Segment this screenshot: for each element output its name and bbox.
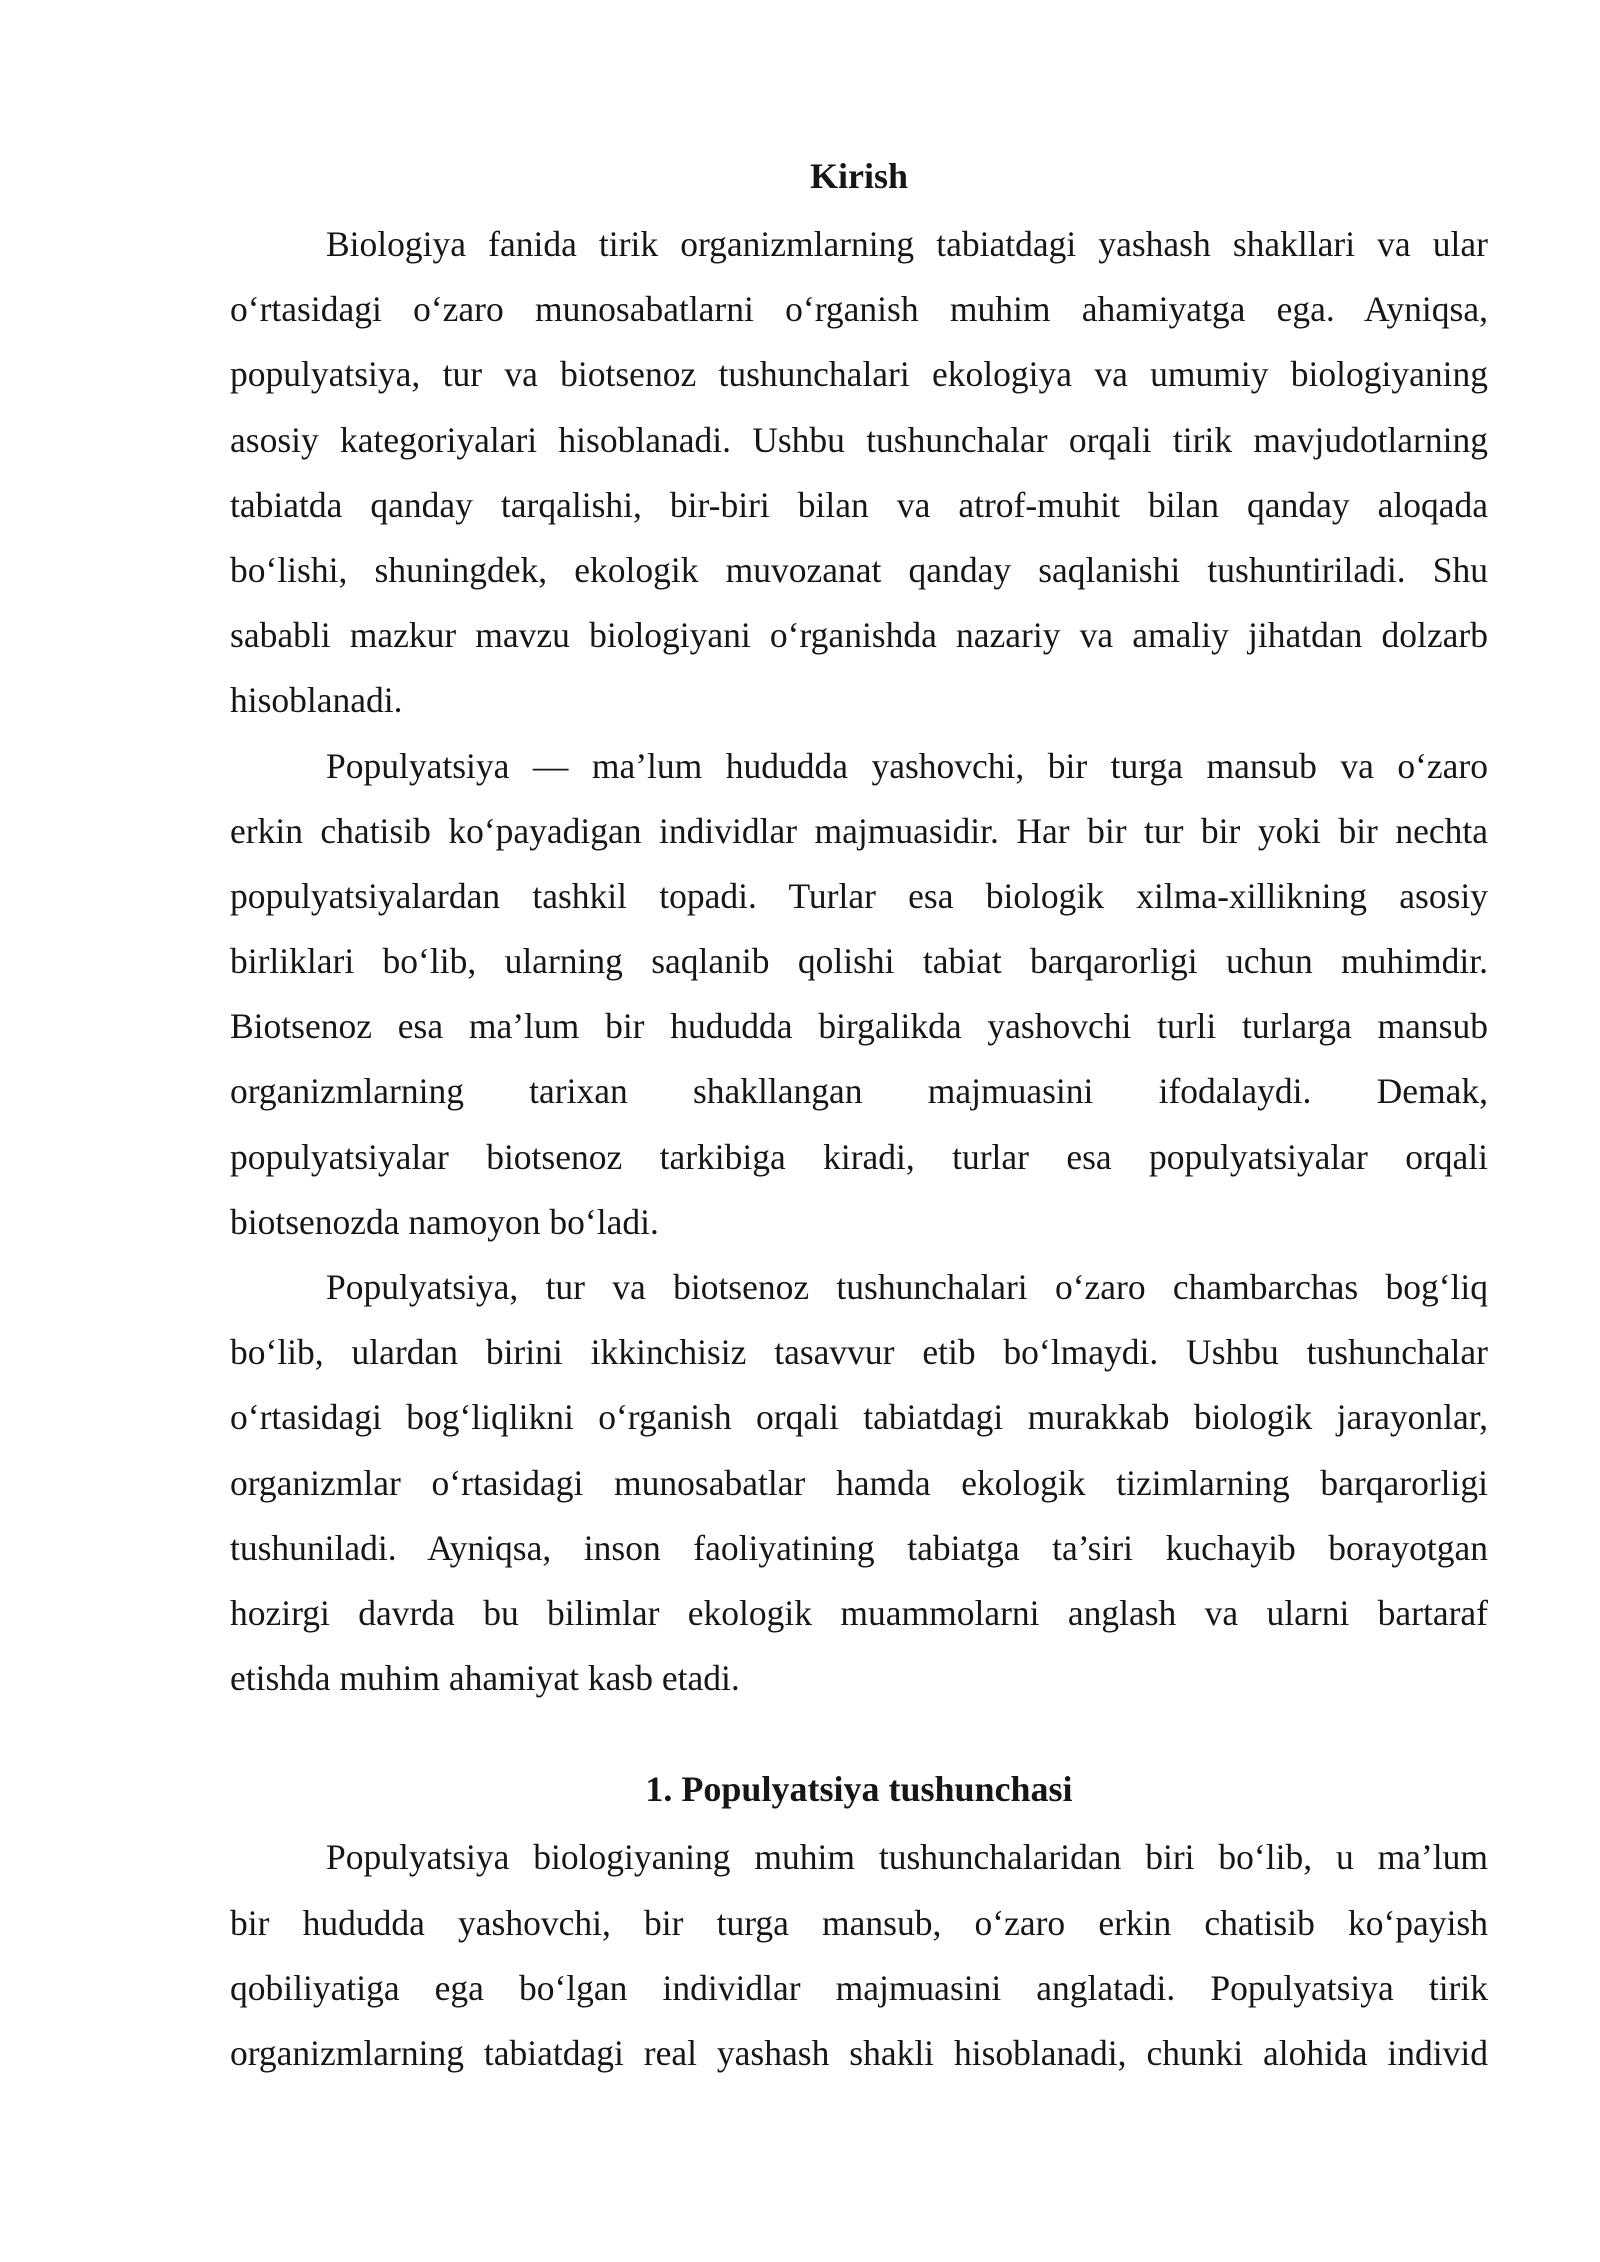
paragraph-line: organizmlarning tarixan shakllangan majmuasini ifodalaydi. Demak, [230, 1071, 1488, 1112]
section-1-paragraph [230, 1825, 1488, 2086]
paragraph-line: bo‘lib, ulardan birini ikkinchisiz tasavvur etib bo‘lmaydi. Ushbu tushunchalar [230, 1332, 1488, 1373]
paragraph-line: organizmlar o‘rtasidagi munosabatlar hamda ekologik tizimlarning barqarorligi [230, 1462, 1488, 1503]
paragraph-line: tabiatda qanday tarqalishi, bir-biri bilan va atrof-muhit bilan qanday aloqada [230, 484, 1488, 525]
paragraph-line: asosiy kategoriyalari hisoblanadi. Ushbu tushunchalar orqali tirik mavjudotlarning [230, 419, 1488, 460]
page-content [230, 148, 1488, 2086]
intro-paragraph-1 [230, 212, 1488, 734]
paragraph-line: qobiliyatiga ega bo‘lgan individlar majmuasini anglatadi. Populyatsiya tirik [230, 1967, 1488, 2008]
paragraph-line: Biologiya fanida tirik organizmlarning tabiatdagi yashash shakllari va ular [326, 224, 1488, 264]
paragraph-line: o‘rtasidagi o‘zaro munosabatlarni o‘rganish muhim ahamiyatga ega. Ayniqsa, [230, 289, 1488, 330]
intro-paragraph-3 [230, 1255, 1488, 1711]
paragraph-line: hisoblanadi. [230, 680, 403, 721]
paragraph-line: Populyatsiya biologiyaning muhim tushunchalaridan biri bo‘lib, u ma’lum [326, 1837, 1488, 1878]
intro-paragraph-2 [230, 734, 1488, 1256]
section-heading: 1. Populyatsiya tushunchasi [645, 1769, 1073, 1810]
paragraph-line: organizmlarning tabiatdagi real yashash shakli hisoblanadi, chunki alohida individ [230, 2032, 1488, 2073]
paragraph-line: hozirgi davrda bu bilimlar ekologik muammolarni anglash va ularni bartaraf [230, 1592, 1488, 1633]
paragraph-line: sababli mazkur mavzu biologiyani o‘rganishda nazariy va amaliy jihatdan dolzarb [230, 615, 1488, 656]
paragraph-line: erkin chatisib ko‘payadigan individlar majmuasidir. Har bir tur bir yoki bir nechta [230, 810, 1488, 851]
paragraph-line: populyatsiya, tur va biotsenoz tushunchalari ekologiya va umumiy biologiyaning [230, 354, 1488, 395]
paragraph-line: Populyatsiya — ma’lum hududda yashovchi, bir turga mansub va o‘zaro [326, 745, 1488, 786]
paragraph-line: etishda muhim ahamiyat kasb etadi. [230, 1658, 740, 1699]
intro-heading: Kirish [809, 156, 908, 196]
paragraph-line: Populyatsiya, tur va biotsenoz tushunchalari o‘zaro chambarchas bog‘liq [326, 1267, 1488, 1307]
paragraph-line: bir hududda yashovchi, bir turga mansub, o‘zaro erkin chatisib ko‘payish [230, 1902, 1488, 1943]
paragraph-line: Biotsenoz esa ma’lum bir hududda birgalikda yashovchi turli turlarga mansub [230, 1006, 1488, 1047]
paragraph-line: bo‘lishi, shuningdek, ekologik muvozanat qanday saqlanishi tushuntiriladi. Shu [230, 549, 1488, 590]
paragraph-line: populyatsiyalardan tashkil topadi. Turlar esa biologik xilma-xillikning asosiy [230, 875, 1488, 916]
paragraph-line: biotsenozda namoyon bo‘ladi. [230, 1201, 659, 1242]
paragraph-line: tushuniladi. Ayniqsa, inson faoliyatining tabiatga ta’siri kuchayib borayotgan [230, 1527, 1488, 1568]
paragraph-line: birliklari bo‘lib, ularning saqlanib qolishi tabiat barqarorligi uchun muhimdir. [230, 941, 1488, 982]
paragraph-line: o‘rtasidagi bog‘liqlikni o‘rganish orqali tabiatdagi murakkab biologik jarayonlar, [230, 1397, 1488, 1438]
paragraph-line: populyatsiyalar biotsenoz tarkibiga kiradi, turlar esa populyatsiyalar orqali [230, 1136, 1488, 1177]
